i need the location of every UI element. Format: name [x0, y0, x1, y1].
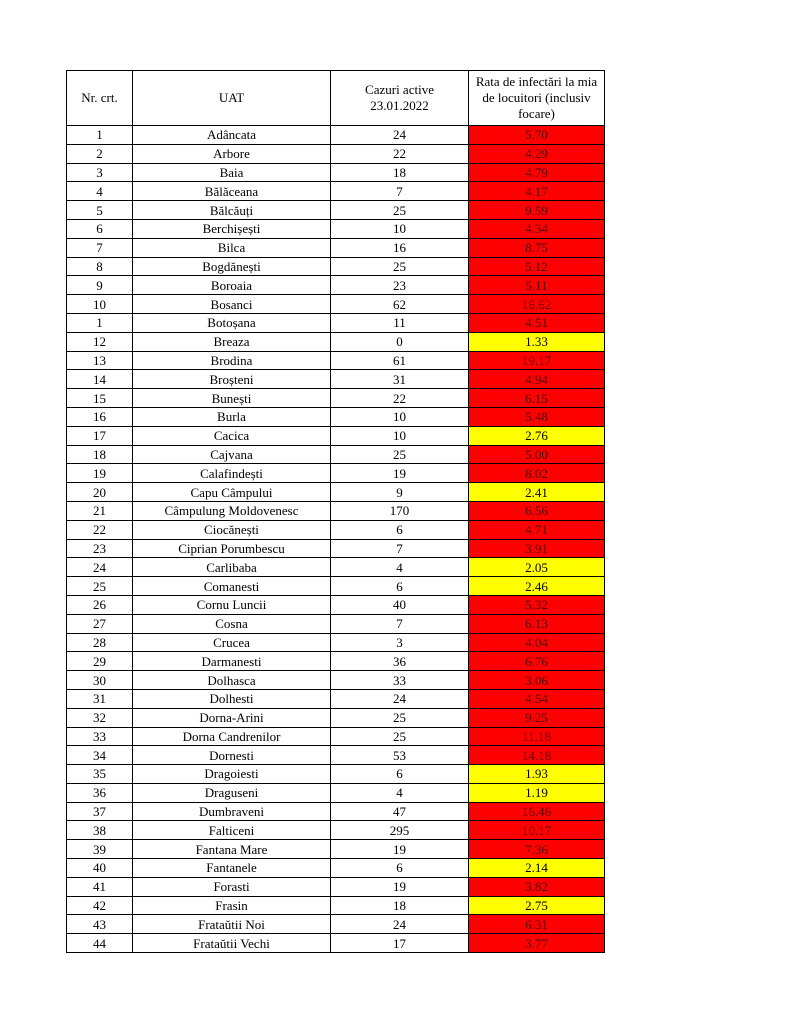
- table-row: [67, 577, 605, 596]
- row-number: 39: [67, 840, 133, 859]
- row-number: 21: [67, 501, 133, 520]
- active-cases: 9: [331, 483, 469, 502]
- active-cases: 24: [331, 915, 469, 934]
- row-number: 26: [67, 595, 133, 614]
- active-cases: 4: [331, 558, 469, 577]
- infection-rate: 8.02: [469, 464, 605, 483]
- table-row: [67, 332, 605, 351]
- table-row: [67, 840, 605, 859]
- uat-name: Dragoiesti: [133, 765, 331, 784]
- row-number: 20: [67, 483, 133, 502]
- active-cases: 25: [331, 201, 469, 220]
- header-uat: UAT: [133, 71, 331, 126]
- active-cases: 6: [331, 859, 469, 878]
- uat-name: Darmanesti: [133, 652, 331, 671]
- row-number: 36: [67, 783, 133, 802]
- infection-rate: 11.18: [469, 727, 605, 746]
- table-row: [67, 464, 605, 483]
- active-cases: 18: [331, 163, 469, 182]
- row-number: 14: [67, 370, 133, 389]
- row-number: 2: [67, 144, 133, 163]
- uat-name: Botoșana: [133, 313, 331, 332]
- row-number: 23: [67, 539, 133, 558]
- infection-rate: 2.46: [469, 577, 605, 596]
- uat-name: Bălăceana: [133, 182, 331, 201]
- infection-rate: 1.33: [469, 332, 605, 351]
- table-row: [67, 520, 605, 539]
- infection-rate: 4.71: [469, 520, 605, 539]
- active-cases: 3: [331, 633, 469, 652]
- table-row: [67, 126, 605, 145]
- active-cases: 19: [331, 877, 469, 896]
- table-row: [67, 896, 605, 915]
- uat-name: Fantanele: [133, 859, 331, 878]
- infection-rate: 19.17: [469, 351, 605, 370]
- active-cases: 7: [331, 539, 469, 558]
- infection-rate: 14.18: [469, 746, 605, 765]
- infection-rate: 6.13: [469, 614, 605, 633]
- table-row: [67, 746, 605, 765]
- active-cases: 40: [331, 595, 469, 614]
- infection-rate: 16.62: [469, 295, 605, 314]
- uat-name: Cornu Luncii: [133, 595, 331, 614]
- table-row: [67, 445, 605, 464]
- uat-name: Cajvana: [133, 445, 331, 464]
- table-row: [67, 426, 605, 445]
- active-cases: 23: [331, 276, 469, 295]
- active-cases: 24: [331, 126, 469, 145]
- uat-name: Bosanci: [133, 295, 331, 314]
- header-active-cases: Cazuri active 23.01.2022: [331, 71, 469, 126]
- row-number: 28: [67, 633, 133, 652]
- uat-name: Dorna-Arini: [133, 708, 331, 727]
- table-row: [67, 877, 605, 896]
- uat-name: Cosna: [133, 614, 331, 633]
- active-cases: 61: [331, 351, 469, 370]
- active-cases: 10: [331, 426, 469, 445]
- infection-rate: 4.34: [469, 219, 605, 238]
- active-cases: 36: [331, 652, 469, 671]
- header-nr: Nr. crt.: [67, 71, 133, 126]
- infection-rate: 4.17: [469, 182, 605, 201]
- row-number: 31: [67, 689, 133, 708]
- row-number: 30: [67, 671, 133, 690]
- uat-name: Bilca: [133, 238, 331, 257]
- uat-name: Carlibaba: [133, 558, 331, 577]
- row-number: 4: [67, 182, 133, 201]
- uat-name: Burla: [133, 407, 331, 426]
- uat-name: Fantana Mare: [133, 840, 331, 859]
- infection-rate: 2.41: [469, 483, 605, 502]
- uat-name: Ciocănești: [133, 520, 331, 539]
- uat-name: Forasti: [133, 877, 331, 896]
- uat-name: Boroaia: [133, 276, 331, 295]
- table-body: [67, 126, 605, 953]
- row-number: 7: [67, 238, 133, 257]
- row-number: 24: [67, 558, 133, 577]
- infection-rate: 16.46: [469, 802, 605, 821]
- row-number: 5: [67, 201, 133, 220]
- table-row: [67, 708, 605, 727]
- infection-rate: 5.11: [469, 276, 605, 295]
- row-number: 33: [67, 727, 133, 746]
- uat-name: Bălcăuți: [133, 201, 331, 220]
- active-cases: 7: [331, 182, 469, 201]
- infection-rate: 2.05: [469, 558, 605, 577]
- infection-rate: 2.75: [469, 896, 605, 915]
- table-row: [67, 313, 605, 332]
- infection-rate: 10.17: [469, 821, 605, 840]
- row-number: 38: [67, 821, 133, 840]
- active-cases: 22: [331, 389, 469, 408]
- infection-rate: 5.48: [469, 407, 605, 426]
- active-cases: 19: [331, 840, 469, 859]
- row-number: 41: [67, 877, 133, 896]
- infection-rate: 4.94: [469, 370, 605, 389]
- header-infection-rate: Rata de infectări la mia de locuitori (inclusiv focare): [469, 71, 605, 126]
- uat-name: Broșteni: [133, 370, 331, 389]
- table-row: [67, 558, 605, 577]
- table-row: [67, 276, 605, 295]
- active-cases: 18: [331, 896, 469, 915]
- table-row: [67, 727, 605, 746]
- row-number: 22: [67, 520, 133, 539]
- infection-rate: 4.51: [469, 313, 605, 332]
- row-number: 15: [67, 389, 133, 408]
- table-row: [67, 539, 605, 558]
- active-cases: 17: [331, 934, 469, 953]
- table-row: [67, 219, 605, 238]
- infection-rate: 6.76: [469, 652, 605, 671]
- uat-name: Câmpulung Moldovenesc: [133, 501, 331, 520]
- infection-rate: 2.14: [469, 859, 605, 878]
- row-number: 37: [67, 802, 133, 821]
- infection-rate: 6.56: [469, 501, 605, 520]
- table-row: [67, 783, 605, 802]
- row-number: 9: [67, 276, 133, 295]
- active-cases: 170: [331, 501, 469, 520]
- infection-rate: 9.59: [469, 201, 605, 220]
- infection-rate: 3.06: [469, 671, 605, 690]
- table-row: [67, 257, 605, 276]
- infection-rate: 4.79: [469, 163, 605, 182]
- row-number: 19: [67, 464, 133, 483]
- table-row: [67, 652, 605, 671]
- active-cases: 25: [331, 727, 469, 746]
- table-row: [67, 859, 605, 878]
- active-cases: 4: [331, 783, 469, 802]
- uat-name: Falticeni: [133, 821, 331, 840]
- row-number: 6: [67, 219, 133, 238]
- row-number: 17: [67, 426, 133, 445]
- active-cases: 25: [331, 257, 469, 276]
- row-number: 8: [67, 257, 133, 276]
- active-cases: 7: [331, 614, 469, 633]
- active-cases: 25: [331, 445, 469, 464]
- table-row: [67, 144, 605, 163]
- active-cases: 24: [331, 689, 469, 708]
- table-row: [67, 407, 605, 426]
- row-number: 13: [67, 351, 133, 370]
- active-cases: 10: [331, 219, 469, 238]
- row-number: 1: [67, 313, 133, 332]
- table-row: [67, 182, 605, 201]
- active-cases: 295: [331, 821, 469, 840]
- uat-name: Frasin: [133, 896, 331, 915]
- infection-rate: 6.31: [469, 915, 605, 934]
- table-row: [67, 351, 605, 370]
- table-row: [67, 389, 605, 408]
- table-row: [67, 238, 605, 257]
- infection-rate: 5.00: [469, 445, 605, 464]
- active-cases: 19: [331, 464, 469, 483]
- infection-rate: 3.91: [469, 539, 605, 558]
- row-number: 29: [67, 652, 133, 671]
- table-header-row: [67, 71, 605, 126]
- active-cases: 31: [331, 370, 469, 389]
- row-number: 3: [67, 163, 133, 182]
- uat-name: Draguseni: [133, 783, 331, 802]
- infection-rate: 1.19: [469, 783, 605, 802]
- active-cases: 11: [331, 313, 469, 332]
- uat-name: Dumbraveni: [133, 802, 331, 821]
- row-number: 16: [67, 407, 133, 426]
- active-cases: 33: [331, 671, 469, 690]
- table-row: [67, 295, 605, 314]
- uat-name: Frataŭtii Noi: [133, 915, 331, 934]
- uat-name: Crucea: [133, 633, 331, 652]
- uat-name: Dolhesti: [133, 689, 331, 708]
- infection-rate: 2.76: [469, 426, 605, 445]
- row-number: 27: [67, 614, 133, 633]
- row-number: 42: [67, 896, 133, 915]
- table-row: [67, 201, 605, 220]
- infection-rate: 3.82: [469, 877, 605, 896]
- infection-rate: 1.93: [469, 765, 605, 784]
- infection-rate: 5.32: [469, 595, 605, 614]
- table-row: [67, 802, 605, 821]
- table-row: [67, 934, 605, 953]
- active-cases: 53: [331, 746, 469, 765]
- uat-name: Dolhasca: [133, 671, 331, 690]
- row-number: 32: [67, 708, 133, 727]
- uat-name: Calafindești: [133, 464, 331, 483]
- table-row: [67, 765, 605, 784]
- table-row: [67, 370, 605, 389]
- row-number: 12: [67, 332, 133, 351]
- active-cases: 10: [331, 407, 469, 426]
- infection-rate: 5.12: [469, 257, 605, 276]
- row-number: 1: [67, 126, 133, 145]
- uat-name: Berchișești: [133, 219, 331, 238]
- infection-rate: 4.04: [469, 633, 605, 652]
- uat-name: Cacica: [133, 426, 331, 445]
- active-cases: 0: [331, 332, 469, 351]
- infection-rate: 6.15: [469, 389, 605, 408]
- uat-name: Brodina: [133, 351, 331, 370]
- table-row: [67, 671, 605, 690]
- table-row: [67, 163, 605, 182]
- row-number: 44: [67, 934, 133, 953]
- uat-name: Adâncata: [133, 126, 331, 145]
- row-number: 10: [67, 295, 133, 314]
- uat-name: Bunești: [133, 389, 331, 408]
- uat-name: Ciprian Porumbescu: [133, 539, 331, 558]
- infection-rate: 5.70: [469, 126, 605, 145]
- table-row: [67, 633, 605, 652]
- active-cases: 47: [331, 802, 469, 821]
- table-row: [67, 595, 605, 614]
- uat-name: Bogdănești: [133, 257, 331, 276]
- infection-rate-table: [66, 70, 605, 953]
- table-row: [67, 915, 605, 934]
- infection-rate: 9.25: [469, 708, 605, 727]
- infection-rate: 7.36: [469, 840, 605, 859]
- infection-rate: 3.77: [469, 934, 605, 953]
- uat-name: Comanesti: [133, 577, 331, 596]
- row-number: 40: [67, 859, 133, 878]
- row-number: 43: [67, 915, 133, 934]
- table-row: [67, 821, 605, 840]
- table-row: [67, 614, 605, 633]
- active-cases: 22: [331, 144, 469, 163]
- active-cases: 16: [331, 238, 469, 257]
- row-number: 18: [67, 445, 133, 464]
- uat-name: Breaza: [133, 332, 331, 351]
- uat-name: Arbore: [133, 144, 331, 163]
- active-cases: 62: [331, 295, 469, 314]
- infection-rate: 8.75: [469, 238, 605, 257]
- uat-name: Frataŭtii Vechi: [133, 934, 331, 953]
- row-number: 25: [67, 577, 133, 596]
- active-cases: 6: [331, 765, 469, 784]
- active-cases: 6: [331, 577, 469, 596]
- uat-name: Capu Câmpului: [133, 483, 331, 502]
- uat-name: Dornesti: [133, 746, 331, 765]
- row-number: 35: [67, 765, 133, 784]
- infection-rate: 4.29: [469, 144, 605, 163]
- table-row: [67, 689, 605, 708]
- infection-rate: 4.54: [469, 689, 605, 708]
- row-number: 34: [67, 746, 133, 765]
- uat-name: Dorna Candrenilor: [133, 727, 331, 746]
- uat-name: Baia: [133, 163, 331, 182]
- active-cases: 6: [331, 520, 469, 539]
- active-cases: 25: [331, 708, 469, 727]
- table-row: [67, 501, 605, 520]
- table-row: [67, 483, 605, 502]
